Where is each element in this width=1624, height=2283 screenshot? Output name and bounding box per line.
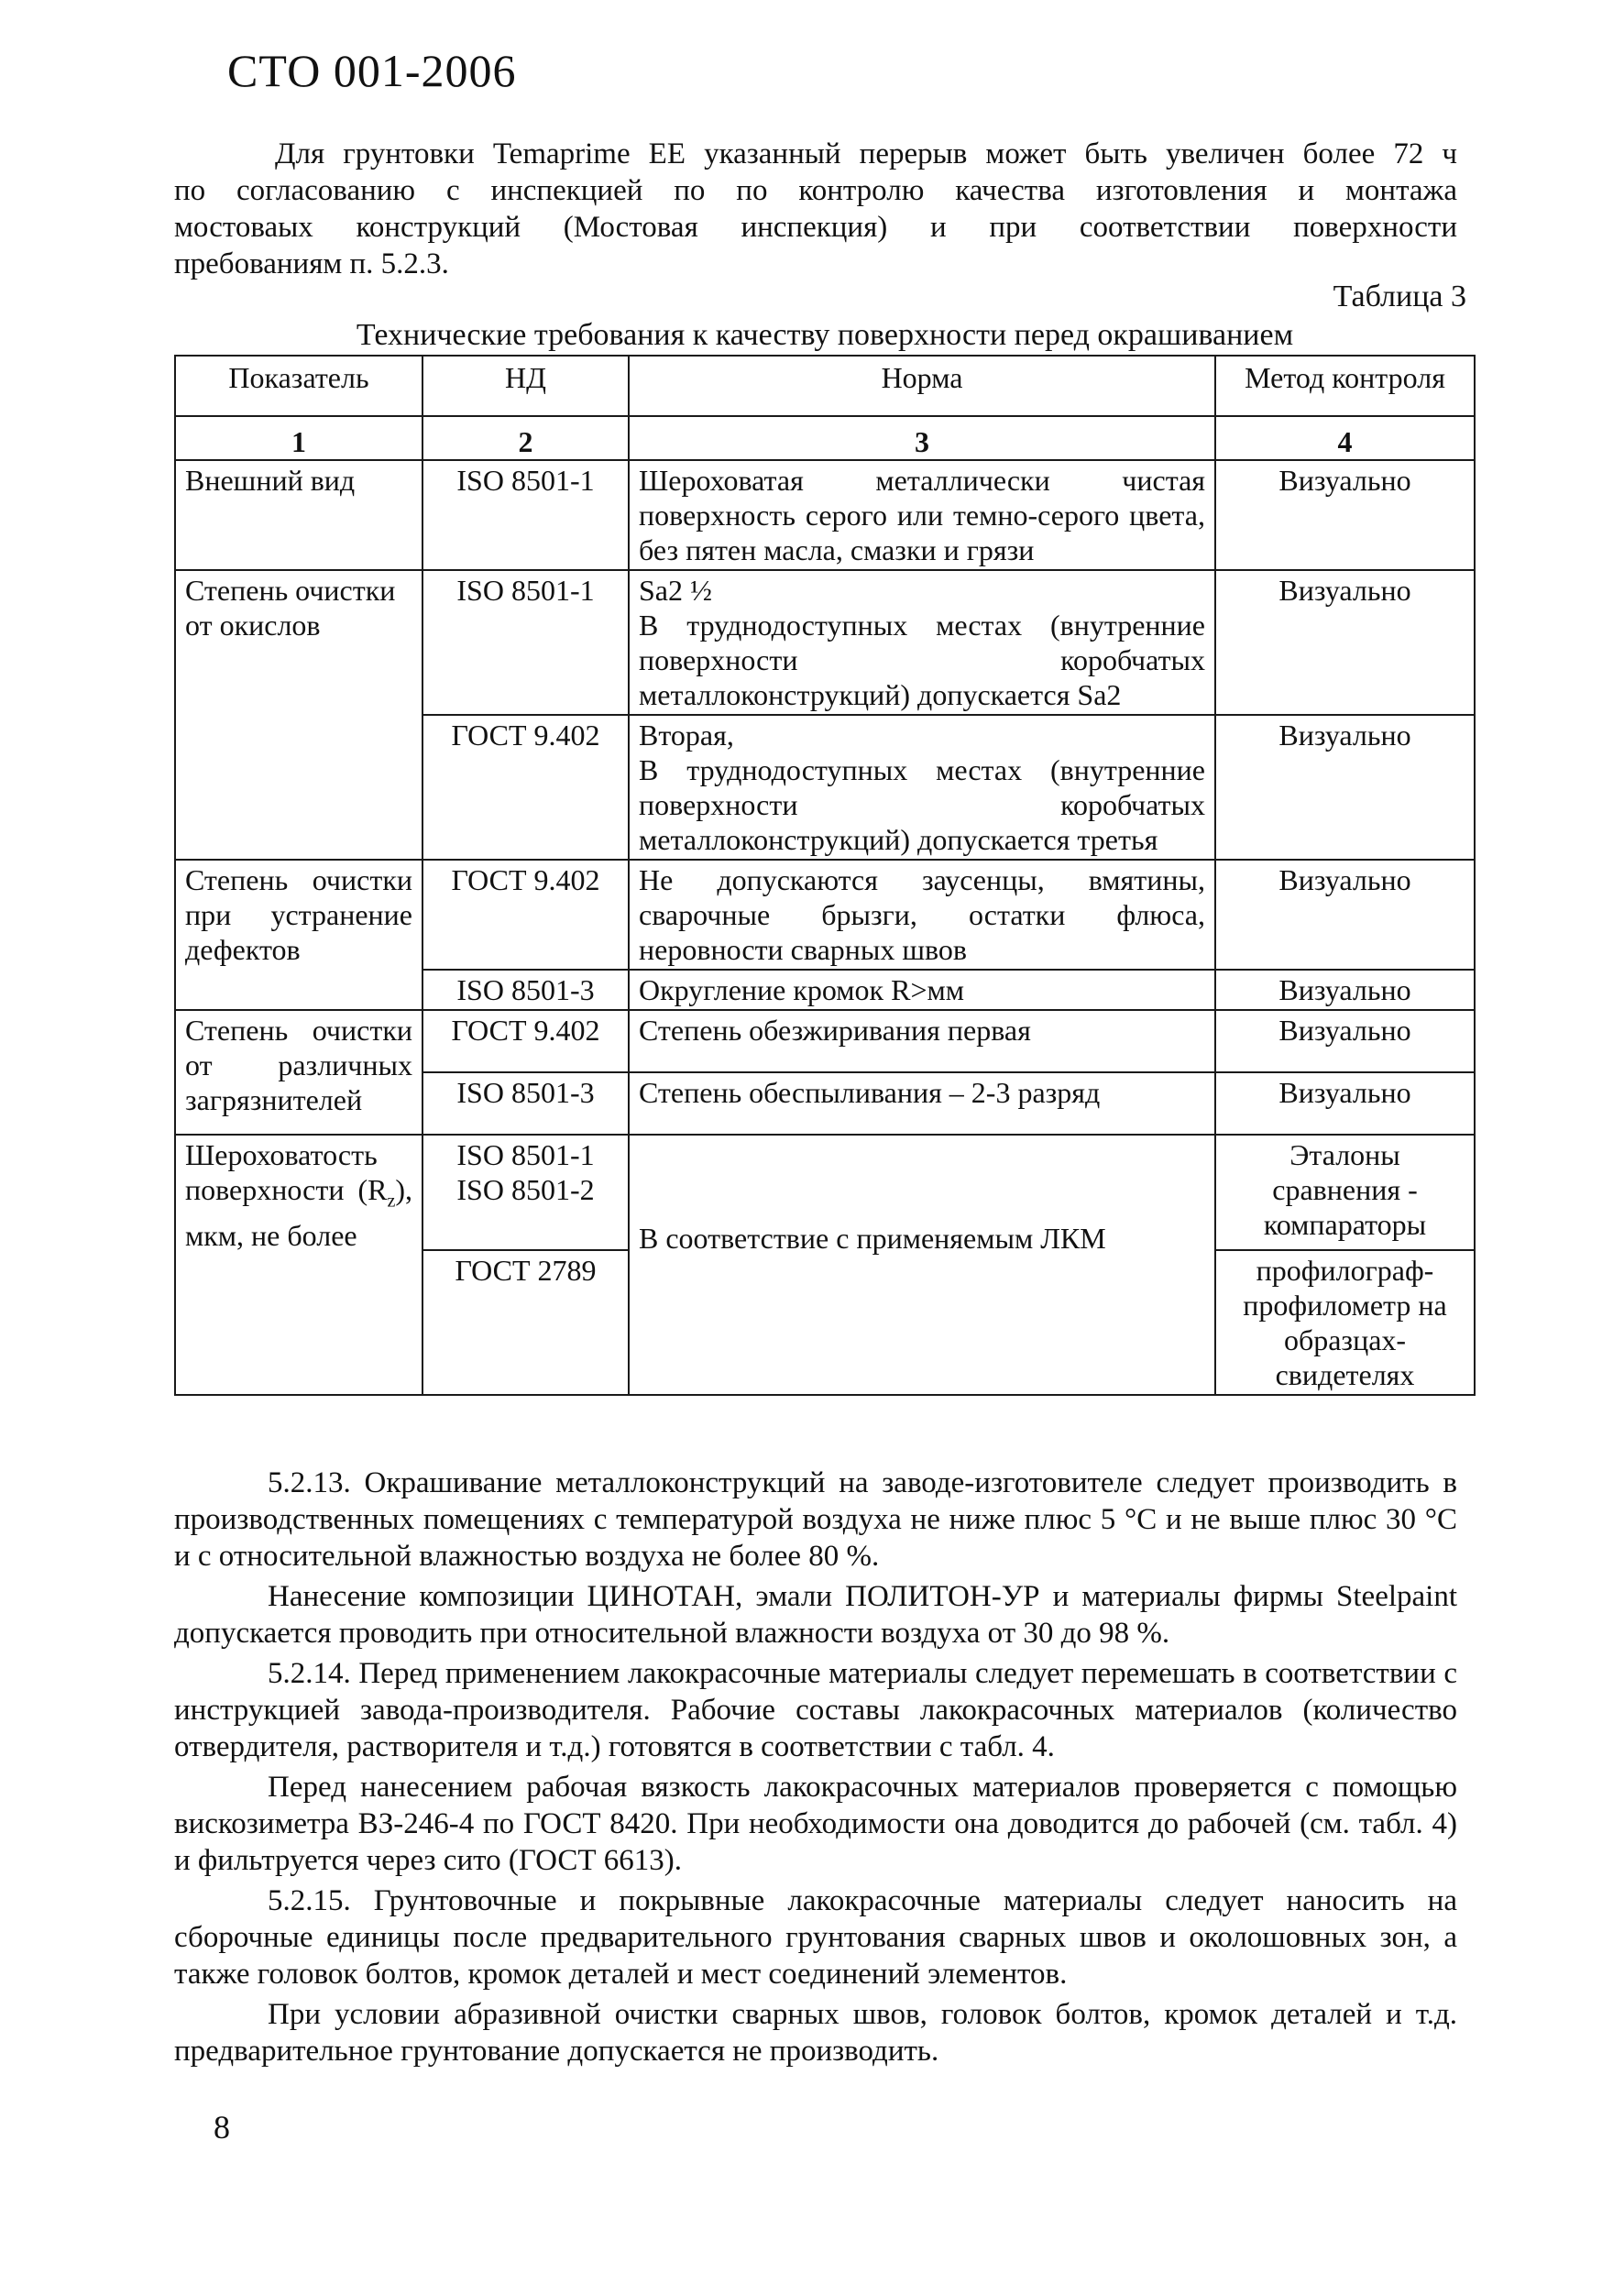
table-row [175, 1135, 1475, 1250]
nd-line: ISO 8501-2 [456, 1173, 595, 1206]
col-number: 1 [175, 416, 422, 460]
cell-nd: ISO 8501-1 [422, 570, 629, 715]
column-number-row [175, 416, 1475, 460]
cell-indicator: Степень очистки при устранение дефектов [175, 860, 422, 1010]
header-nd: НД [422, 356, 629, 416]
cell-norm [629, 715, 1215, 860]
norm-line: В труднодоступных местах (внутренние поверхности коробчатых металлоконструкций) допускается третья [639, 753, 1205, 856]
cell-nd: ГОСТ 9.402 [422, 860, 629, 970]
cell-norm: Шероховатая металлически чистая поверхность серого или темно-серого цвета, без пятен масла, смазки и грязи [629, 460, 1215, 570]
cell-nd [422, 1135, 629, 1250]
requirements-table [174, 355, 1476, 1396]
cell-nd: ГОСТ 9.402 [422, 1010, 629, 1072]
cell-nd: ГОСТ 2789 [422, 1250, 629, 1395]
table-header-row [175, 356, 1475, 416]
intro-line: по согласованию с инспекцией по по контролю качества изготовления и монтажа [174, 174, 1457, 207]
norm-line: Sa2 ½ [639, 574, 712, 607]
intro-paragraph [174, 136, 1457, 282]
cell-nd: ISO 8501-1 [422, 460, 629, 570]
col-number: 2 [422, 416, 629, 460]
paragraph-5-2-13: 5.2.13. Окрашивание металлоконструкций на заводе-изготовителе следует производить в производственных помещениях с температурой воздуха не ниже плюс 5 °С и не выше плюс 30 °С и с относительной влажностью воздуха не более 80 %. [174, 1466, 1457, 1573]
cell-method: профилограф-профилометр на образцах-свидетелях [1215, 1250, 1475, 1395]
cell-norm: Степень обезжиривания первая [629, 1010, 1215, 1072]
paragraph-application: Нанесение композиции ЦИНОТАН, эмали ПОЛИТОН-УР и материалы фирмы Steelpaint допускается проводить при относительной влажности воздуха от 30 до 98 %. [174, 1580, 1457, 1650]
subscript-z: z [387, 1191, 396, 1212]
indicator-text: Шероховатость поверхности (R [185, 1138, 388, 1206]
paragraph-5-2-15: 5.2.15. Грунтовочные и покрывные лакокрасочные материалы следует наносить на сборочные единицы после предварительного грунтования сварных швов и околошовных зон, а также головок болтов, кромок деталей и мест соединений элементов. [174, 1884, 1457, 1991]
intro-line: мостоваых конструкций (Мостовая инспекция) и при соответствии поверхности [174, 211, 1457, 244]
paragraph-abrasive: При условии абразивной очистки сварных швов, головок болтов, кромок деталей и т.д. предварительное грунтование допускается не производить. [174, 1998, 1457, 2068]
col-number: 3 [629, 416, 1215, 460]
cell-norm: Степень обеспыливания – 2-3 разряд [629, 1072, 1215, 1135]
cell-norm: В соответствие с применяемым ЛКМ [629, 1135, 1215, 1395]
cell-norm [629, 570, 1215, 715]
indicator-text: ), мкм, не более [185, 1173, 412, 1253]
cell-indicator: Степень очистки от окислов [175, 570, 422, 860]
col-number: 4 [1215, 416, 1475, 460]
paragraph-5-2-14: 5.2.14. Перед применением лакокрасочные материалы следует перемешать в соответствии с инструкцией завода-производителя. Рабочие составы лакокрасочных материалов (количество отвердителя, растворителя и т.д.) готовятся в соответствии с табл. 4. [174, 1657, 1457, 1763]
paragraph-viscosity: Перед нанесением рабочая вязкость лакокрасочных материалов проверяется с помощью вискозиметра ВЗ-246-4 по ГОСТ 8420. При необходимости она доводится до рабочей (см. табл. 4) и фильтруется через сито (ГОСТ 6613). [174, 1771, 1457, 1877]
intro-line: Для грунтовки Temaprime EE указанный перерыв может быть увеличен более 72 ч [275, 137, 1457, 170]
cell-method: Визуально [1215, 1010, 1475, 1072]
table-row [175, 570, 1475, 715]
document-code: СТО 001-2006 [227, 45, 517, 96]
norm-line: Вторая, [639, 719, 734, 752]
cell-method: Визуально [1215, 460, 1475, 570]
cell-method: Визуально [1215, 860, 1475, 970]
cell-method: Визуально [1215, 570, 1475, 715]
header-method: Метод контроля [1215, 356, 1475, 416]
cell-method: Эталоны сравнения - компараторы [1215, 1135, 1475, 1250]
header-indicator: Показатель [175, 356, 422, 416]
cell-nd: ISO 8501-3 [422, 970, 629, 1010]
cell-indicator: Внешний вид [175, 460, 422, 570]
body-text [174, 1465, 1457, 2073]
header-norm: Норма [629, 356, 1215, 416]
cell-method: Визуально [1215, 1072, 1475, 1135]
cell-indicator: Степень очистки от различных загрязнителей [175, 1010, 422, 1135]
cell-method: Визуально [1215, 715, 1475, 860]
table-row [175, 860, 1475, 970]
cell-method: Визуально [1215, 970, 1475, 1010]
nd-line: ISO 8501-1 [456, 1138, 595, 1171]
cell-norm: Округление кромок R>мм [629, 970, 1215, 1010]
norm-line: В труднодоступных местах (внутренние поверхности коробчатых металлоконструкций) допускается Sa2 [639, 609, 1205, 711]
table-caption: Технические требования к качеству поверхности перед окрашиванием [356, 318, 1294, 352]
table-number: Таблица 3 [1333, 280, 1466, 313]
page-number: 8 [214, 2109, 230, 2146]
cell-nd: ГОСТ 9.402 [422, 715, 629, 860]
table-row [175, 460, 1475, 570]
intro-line: пребованиям п. 5.2.3. [174, 247, 449, 280]
cell-nd: ISO 8501-3 [422, 1072, 629, 1135]
cell-indicator [175, 1135, 422, 1395]
cell-norm: Не допускаются заусенцы, вмятины, сварочные брызги, остатки флюса, неровности сварных швов [629, 860, 1215, 970]
table-row [175, 1010, 1475, 1072]
